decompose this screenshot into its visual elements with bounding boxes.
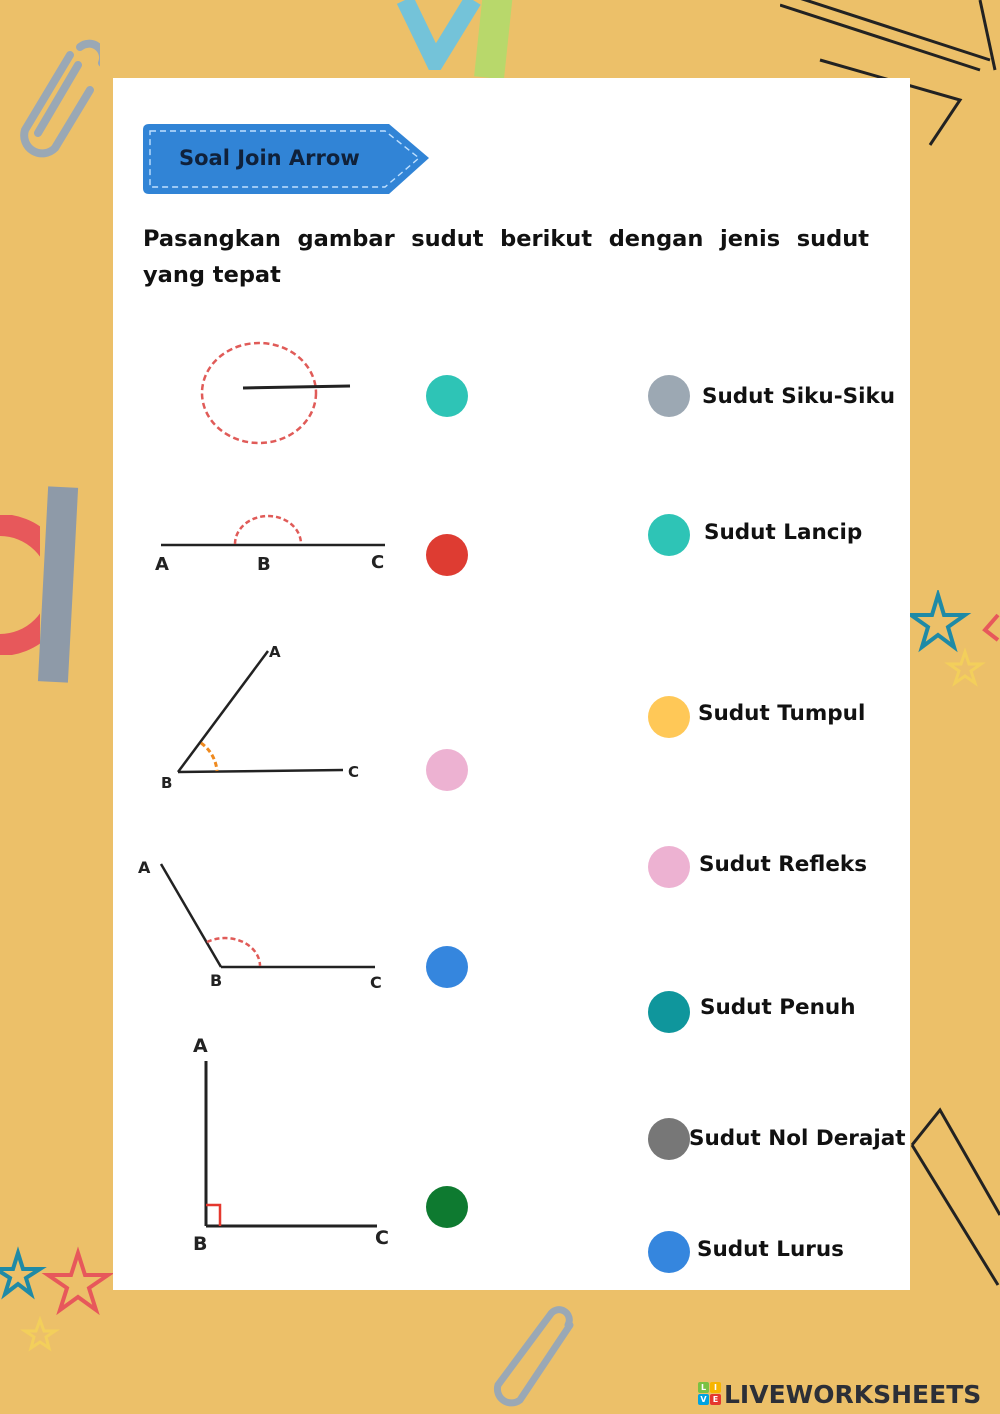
- logo-letter: I: [710, 1382, 721, 1393]
- logo-letter: V: [698, 1394, 709, 1405]
- liveworksheets-brand[interactable]: [698, 1378, 981, 1410]
- option-dot-penuh[interactable]: [648, 991, 690, 1033]
- option-label-lancip: Sudut Lancip: [704, 520, 863, 545]
- option-dot-siku-siku[interactable]: [648, 375, 690, 417]
- label-c: C: [371, 552, 385, 573]
- label-a: A: [155, 554, 169, 575]
- option-dot-tumpul[interactable]: [648, 696, 690, 738]
- ruler-icon: [470, 0, 520, 80]
- logo-letter: E: [710, 1394, 721, 1405]
- label-b: B: [161, 774, 173, 792]
- label-c: C: [370, 973, 382, 992]
- star-icon: [910, 590, 1000, 700]
- label-c: C: [375, 1227, 389, 1249]
- instruction-text: Pasangkan gambar sudut berikut dengan jenis sudut yang tepat: [143, 226, 869, 288]
- logo-letter: L: [698, 1382, 709, 1393]
- figure-obtuse-angle: [153, 856, 383, 976]
- option-dot-refleks[interactable]: [648, 846, 690, 888]
- ruler-icon: [910, 1105, 1000, 1290]
- ruler-icon: [28, 485, 93, 690]
- label-c: C: [348, 763, 360, 781]
- dot-full-angle[interactable]: [426, 375, 468, 417]
- option-label-refleks: Sudut Refleks: [699, 852, 868, 877]
- option-label-penuh: Sudut Penuh: [700, 995, 856, 1020]
- option-label-siku-siku: Sudut Siku-Siku: [702, 384, 896, 409]
- star-icon: [0, 1245, 120, 1360]
- label-a: A: [193, 1035, 208, 1057]
- option-dot-nol-derajat[interactable]: [648, 1118, 690, 1160]
- dot-straight-angle[interactable]: [426, 534, 468, 576]
- option-dot-lancip[interactable]: [648, 514, 690, 556]
- dot-acute-angle[interactable]: [426, 749, 468, 791]
- label-a: A: [138, 858, 151, 877]
- liveworksheets-logo-icon: [698, 1382, 722, 1406]
- label-b: B: [193, 1233, 208, 1255]
- option-label-tumpul: Sudut Tumpul: [698, 701, 866, 726]
- worksheet-sheet: [113, 78, 910, 1290]
- dot-right-angle[interactable]: [426, 1186, 468, 1228]
- brand-name: LIVEWORKSHEETS: [724, 1379, 982, 1409]
- figure-right-angle: [193, 1053, 383, 1233]
- label-a: A: [269, 643, 281, 661]
- figure-full-angle: [193, 336, 363, 451]
- dot-obtuse-angle[interactable]: [426, 946, 468, 988]
- banner-title: Soal Join Arrow: [179, 146, 360, 170]
- option-label-nol-derajat: Sudut Nol Derajat: [689, 1126, 906, 1151]
- figure-straight-angle: [153, 510, 393, 580]
- label-b: B: [210, 971, 223, 990]
- label-b: B: [257, 554, 271, 575]
- figure-acute-angle: [168, 643, 358, 783]
- option-label-lurus: Sudut Lurus: [697, 1237, 844, 1262]
- paperclip-icon: [0, 35, 100, 165]
- option-dot-lurus[interactable]: [648, 1231, 690, 1273]
- paperclip-icon: [490, 1305, 590, 1414]
